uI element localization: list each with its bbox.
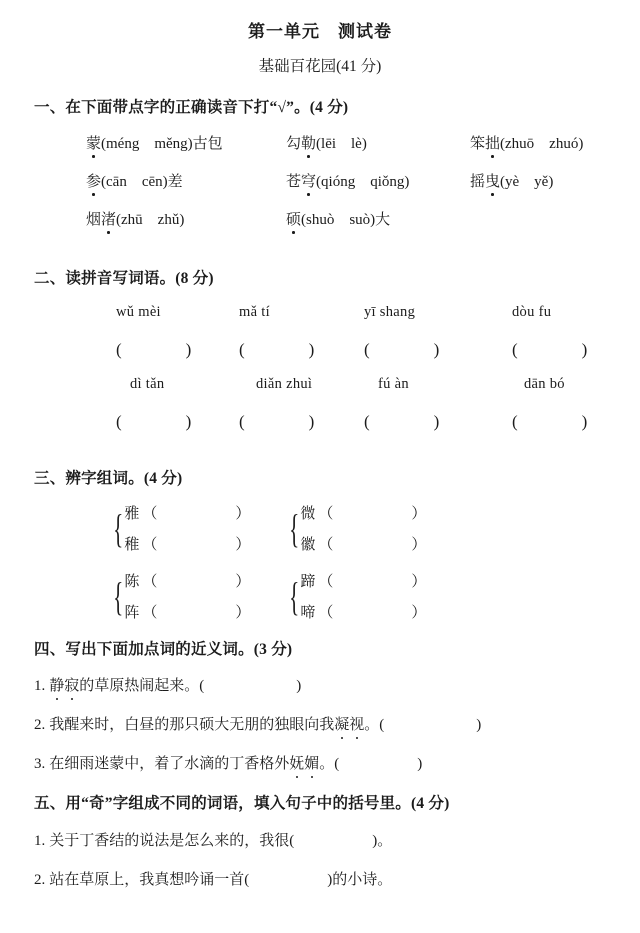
dotted-character: 参 (86, 170, 101, 191)
question-text: )的小诗。 (327, 871, 393, 888)
character-glyph: 蹄 (300, 573, 316, 590)
character-glyph: 阵 (124, 604, 140, 621)
bracket-close: ） (235, 604, 251, 621)
item-readings: (lēi lè) (316, 135, 367, 152)
pronunciation-item[interactable] (86, 170, 183, 191)
question-text: 站在草原上，我真想吟诵一首( (49, 871, 250, 888)
item-prefix: 摇 (470, 173, 486, 190)
character-glyph: 雅 (124, 505, 140, 522)
question-number: 2. (34, 871, 46, 888)
character-glyph: 啼 (300, 604, 316, 621)
bracket-open: （ (142, 536, 158, 553)
dotted-character: 寂 (64, 678, 80, 695)
section-4-body (34, 677, 606, 773)
answer-blank[interactable] (116, 412, 191, 432)
bracket-close: ) (581, 340, 588, 360)
brace-icon: { (113, 575, 124, 620)
section-title-1: 一、在下面带点字的正确读音下打“√”。(4 分) (34, 98, 349, 116)
dotted-character: 视 (349, 717, 365, 734)
character-pair-list (124, 567, 250, 629)
item-prefix: 笨 (470, 135, 486, 152)
bracket-close: ） (235, 573, 251, 590)
pinyin-label: wǔ mèi (116, 304, 161, 321)
pronunciation-item[interactable] (470, 132, 583, 153)
dotted-character: 媚 (304, 756, 320, 773)
pinyin-label: dòu fu (512, 304, 552, 321)
character-entry[interactable] (124, 598, 250, 629)
bracket-close: ） (235, 505, 251, 522)
bracket-close: ) (433, 340, 440, 360)
pinyin-label: yī shang (364, 304, 416, 321)
bracket-open: （ (318, 604, 334, 621)
bracket-close: ） (411, 604, 427, 621)
character-entry[interactable] (300, 598, 426, 629)
question-item[interactable] (34, 677, 606, 695)
pronunciation-item[interactable] (286, 132, 367, 153)
item-readings: (shuò suò)大 (301, 211, 391, 228)
pronunciation-item[interactable] (286, 208, 390, 229)
bracket-close: ） (235, 536, 251, 553)
answer-blank[interactable] (364, 340, 439, 360)
answer-blank[interactable] (239, 412, 314, 432)
bracket-open: ( (512, 340, 518, 360)
question-text: 我醒来时，白昼的那只硕大无朋的独眼向我 (49, 717, 335, 734)
answer-blank[interactable] (116, 340, 191, 360)
character-pair-group (286, 567, 426, 629)
answer-blank[interactable] (512, 340, 587, 360)
question-number: 1. (34, 678, 46, 695)
character-entry[interactable] (300, 530, 426, 561)
question-item[interactable] (34, 716, 606, 734)
pinyin-label: mǎ tí (239, 304, 270, 321)
bracket-close: ) (433, 412, 440, 432)
character-pair-list (300, 499, 426, 561)
bracket-open: （ (142, 604, 158, 621)
bracket-open: ( (512, 412, 518, 432)
brace-icon: { (289, 575, 300, 620)
question-text: 在细雨迷蒙中，着了水滴的丁香格外 (49, 756, 290, 773)
character-pair-list (300, 567, 426, 629)
bracket-close: ） (411, 536, 427, 553)
section-title-5: 五、用“奇”字组成不同的词语，填入句子中的括号里。(4 分) (34, 795, 450, 813)
dotted-character: 穹 (301, 170, 316, 191)
bracket-open: ( (116, 412, 122, 432)
brace-icon: { (289, 507, 300, 552)
dotted-character: 妩 (289, 756, 305, 773)
character-pair-list (124, 499, 250, 561)
question-text: ) (296, 678, 302, 695)
bracket-open: （ (318, 573, 334, 590)
character-entry[interactable] (124, 567, 250, 598)
section-5-body (34, 832, 606, 889)
dotted-character: 勒 (301, 132, 316, 153)
section-3-body (34, 499, 606, 639)
pronunciation-item[interactable] (470, 170, 553, 191)
pinyin-label: diǎn zhuì (256, 376, 313, 393)
question-number: 2. (34, 717, 46, 734)
dotted-character: 蒙 (86, 132, 101, 153)
bracket-close: ) (185, 340, 192, 360)
bracket-open: （ (142, 573, 158, 590)
character-entry[interactable] (300, 499, 426, 530)
bracket-close: ) (581, 412, 588, 432)
character-glyph: 稚 (124, 536, 140, 553)
character-pair-group (110, 567, 250, 629)
bracket-close: ） (411, 573, 427, 590)
pinyin-label: fú àn (378, 376, 409, 393)
pinyin-label: dān bó (524, 376, 565, 393)
question-item[interactable] (34, 755, 606, 773)
pronunciation-row (34, 208, 606, 246)
item-prefix: 烟 (86, 211, 102, 228)
answer-bracket-row (34, 340, 606, 376)
bracket-open: （ (318, 536, 334, 553)
question-text: 。( (364, 717, 385, 734)
question-item[interactable] (34, 832, 606, 850)
section-title-2: 二、读拼音写词语。(8 分) (34, 269, 214, 287)
answer-blank[interactable] (364, 412, 439, 432)
character-glyph: 陈 (124, 573, 140, 590)
item-readings: (méng měng)古包 (101, 135, 223, 152)
bracket-open: ( (364, 340, 370, 360)
bracket-open: （ (318, 505, 334, 522)
character-pair-group (110, 499, 250, 561)
question-number: 3. (34, 756, 46, 773)
page-title: 第一单元 测试卷 (248, 22, 392, 41)
question-text: )。 (372, 832, 393, 849)
pinyin-row (34, 304, 606, 340)
dotted-character: 渚 (101, 208, 116, 229)
dotted-character: 静 (49, 678, 65, 695)
bracket-open: ( (239, 412, 245, 432)
question-text: ) (476, 717, 482, 734)
brace-icon: { (113, 507, 124, 552)
section-title-3: 三、辨字组词。(4 分) (34, 470, 183, 488)
bracket-open: ( (364, 412, 370, 432)
bracket-close: ) (308, 412, 315, 432)
pronunciation-item[interactable] (286, 170, 409, 191)
section-title-4: 四、写出下面加点词的近义词。(3 分) (34, 640, 293, 658)
item-prefix: 勾 (286, 135, 302, 152)
item-readings: (zhū zhǔ) (116, 211, 185, 228)
pinyin-label: dì tǎn (130, 376, 165, 393)
section-1-body (34, 132, 606, 246)
dotted-character: 拙 (485, 132, 500, 153)
dotted-character: 曳 (485, 170, 500, 191)
question-item[interactable] (34, 871, 606, 889)
question-text: ) (417, 756, 423, 773)
bracket-open: ( (116, 340, 122, 360)
page-subtitle: 基础百花园(41 分) (258, 58, 382, 76)
dotted-character: 硕 (286, 208, 301, 229)
character-entry[interactable] (300, 567, 426, 598)
pronunciation-item[interactable] (86, 208, 184, 229)
question-number: 1. (34, 832, 46, 849)
bracket-close: ） (411, 505, 427, 522)
answer-bracket-row (34, 412, 606, 448)
question-text: 关于丁香结的说法是怎么来的，我很( (49, 832, 295, 849)
question-text: 的草原热闹起来。( (79, 678, 205, 695)
answer-blank[interactable] (512, 412, 587, 432)
item-readings: (zhuō zhuó) (500, 135, 584, 152)
section-2-body (34, 304, 606, 448)
pronunciation-row (34, 170, 606, 208)
item-readings: (cān cēn)差 (101, 173, 183, 190)
item-prefix: 苍 (286, 173, 302, 190)
character-glyph: 徽 (300, 536, 316, 553)
bracket-close: ) (308, 340, 315, 360)
bracket-open: ( (239, 340, 245, 360)
question-text: 。( (319, 756, 340, 773)
item-readings: (yè yě) (500, 173, 554, 190)
bracket-open: （ (142, 505, 158, 522)
item-readings: (qióng qiǒng) (316, 173, 410, 190)
character-pair-group (286, 499, 426, 561)
answer-blank[interactable] (239, 340, 314, 360)
character-entry[interactable] (124, 499, 250, 530)
pinyin-row (34, 376, 606, 412)
character-glyph: 微 (300, 505, 316, 522)
bracket-close: ) (185, 412, 192, 432)
character-entry[interactable] (124, 530, 250, 561)
pronunciation-row (34, 132, 606, 170)
dotted-character: 凝 (334, 717, 350, 734)
pronunciation-item[interactable] (86, 132, 223, 153)
